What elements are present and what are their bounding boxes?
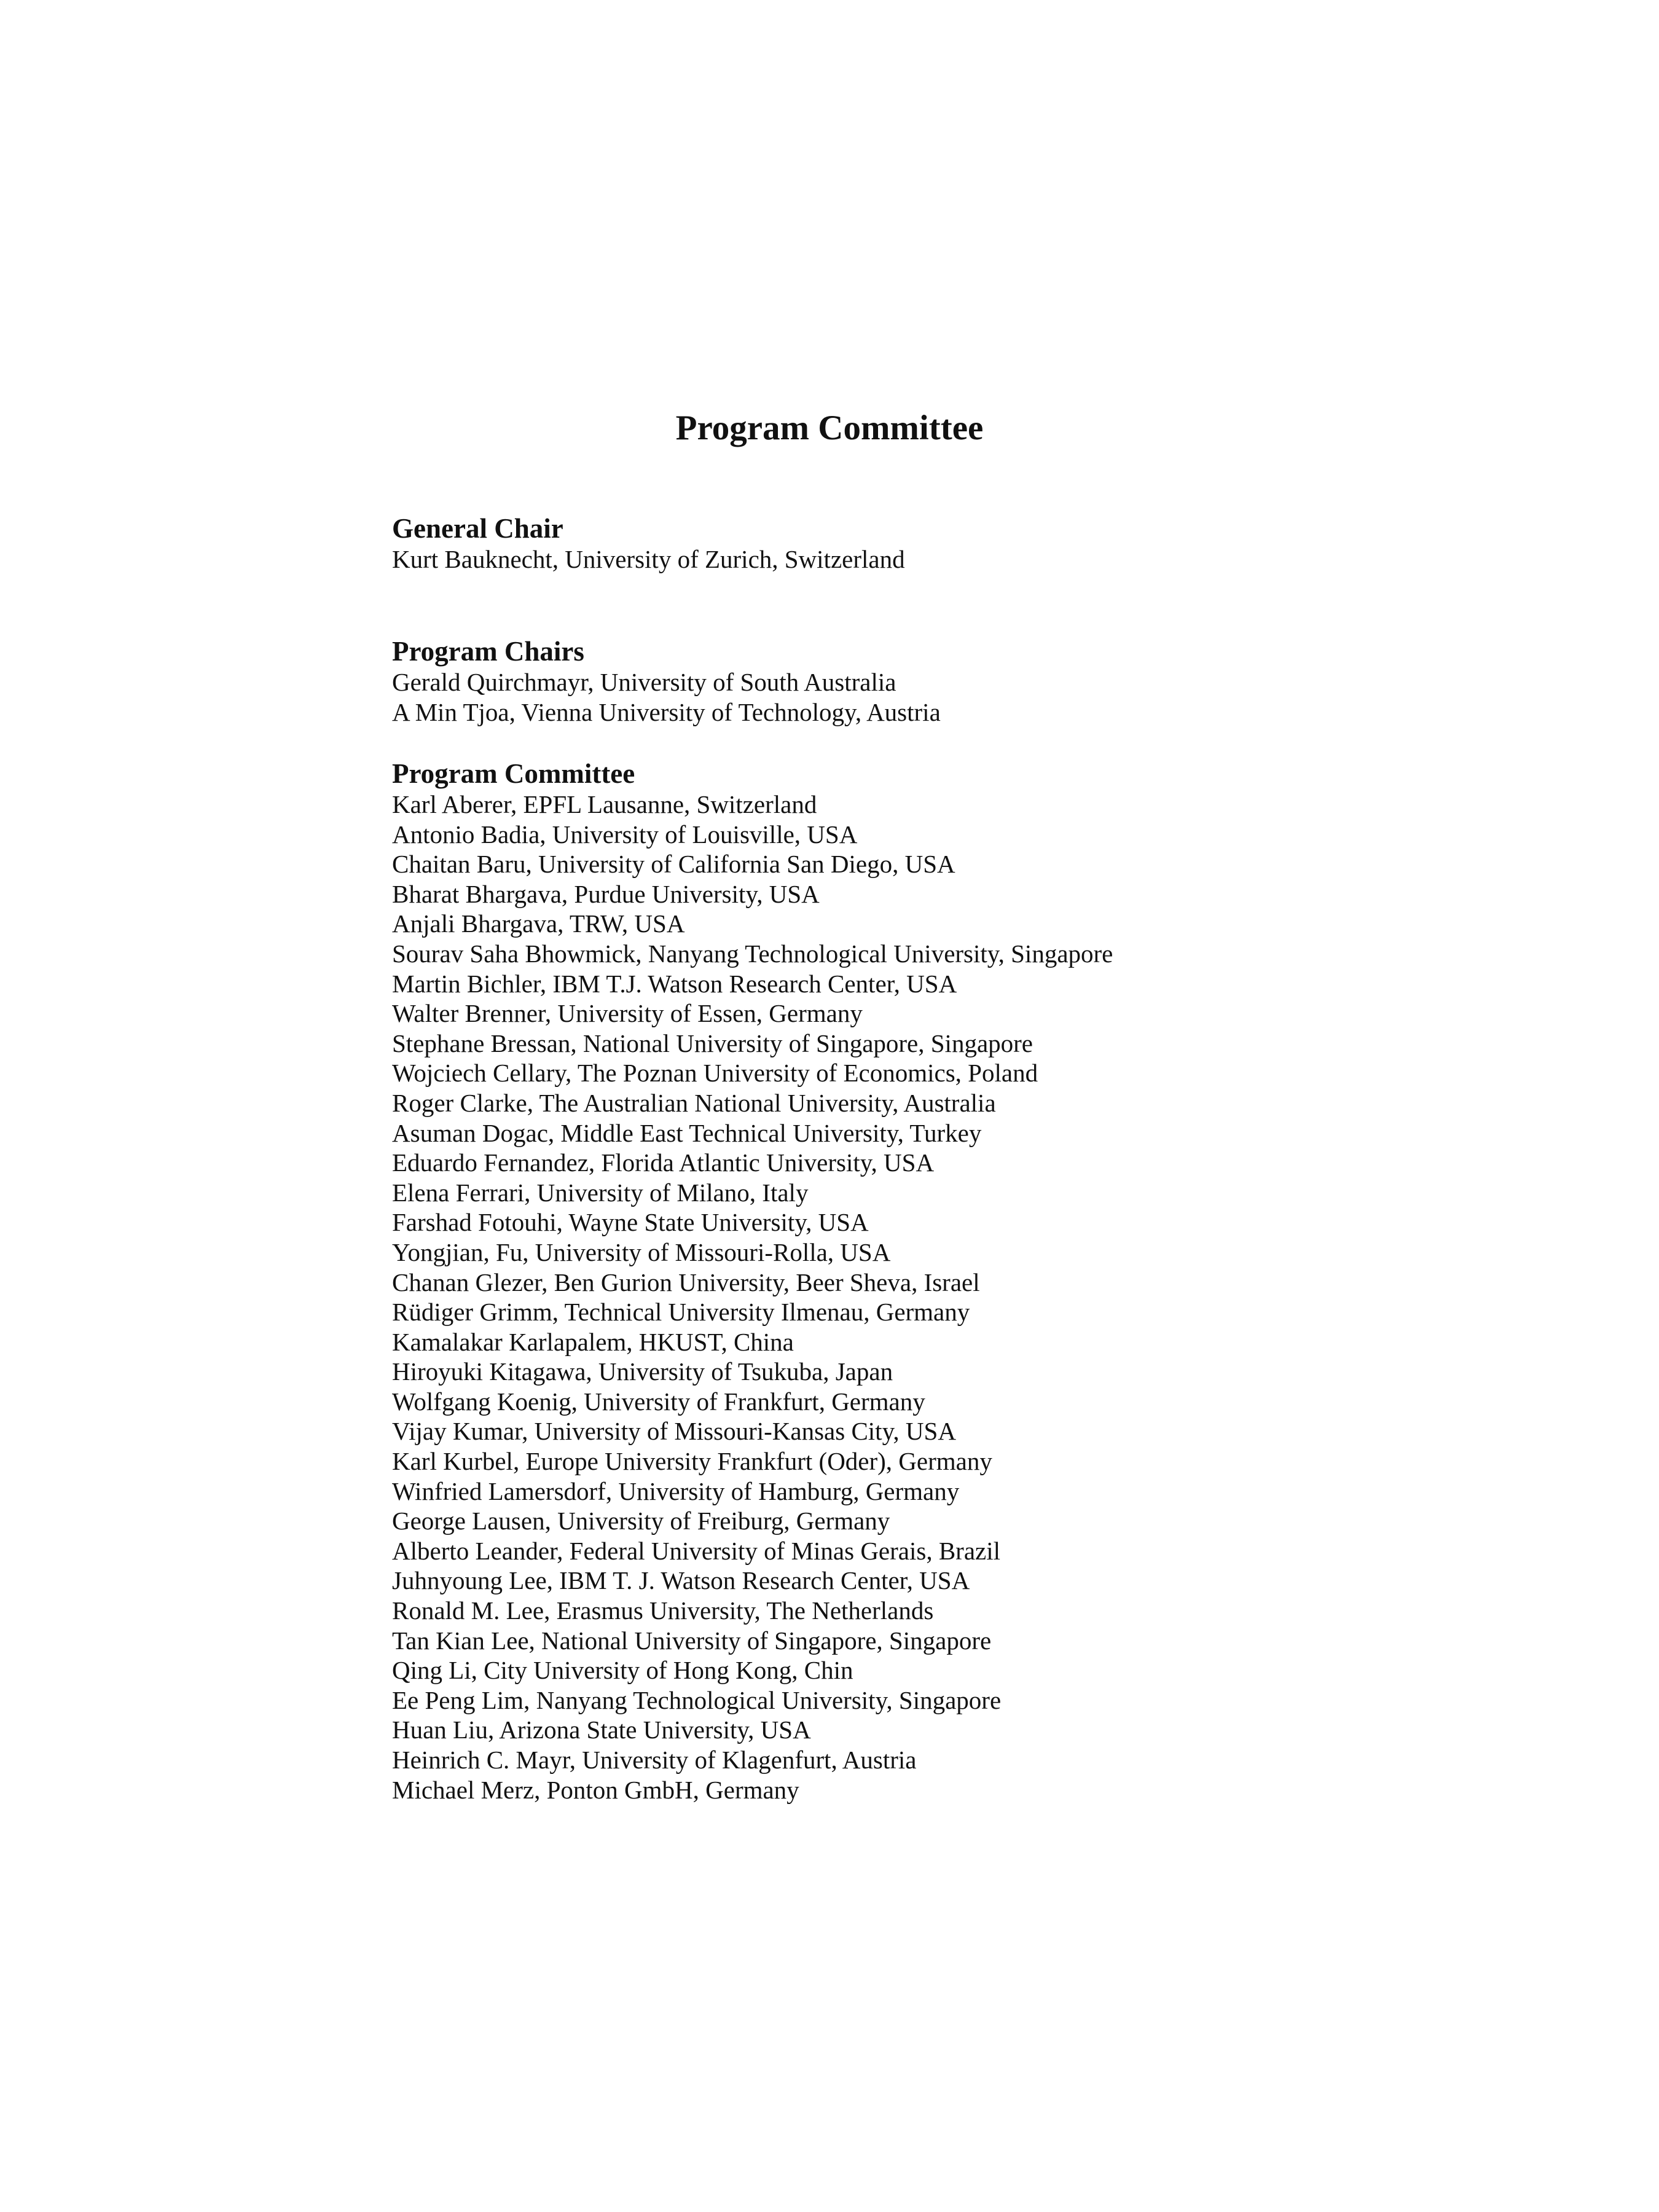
committee-member: Rüdiger Grimm, Technical University Ilmenau, Germany — [392, 1298, 970, 1327]
program-chair-entry: Gerald Quirchmayr, University of South Australia — [392, 668, 896, 696]
committee-member: Tan Kian Lee, National University of Singapore, Singapore — [392, 1626, 992, 1655]
committee-member: Roger Clarke, The Australian National University, Australia — [392, 1088, 996, 1117]
page-title: Program Committee — [675, 409, 984, 447]
committee-member: Qing Li, City University of Hong Kong, Chin — [392, 1656, 853, 1685]
committee-member: Stephane Bressan, National University of Singapore, Singapore — [392, 1029, 1033, 1057]
committee-member: Ee Peng Lim, Nanyang Technological University, Singapore — [392, 1685, 1002, 1714]
committee-member: Anjali Bhargava, TRW, USA — [392, 909, 685, 938]
committee-member: Wolfgang Koenig, University of Frankfurt, Germany — [392, 1387, 925, 1416]
program-committee-section — [392, 758, 1559, 1805]
committee-member: Asuman Dogac, Middle East Technical University, Turkey — [392, 1118, 982, 1147]
committee-member: Martin Bichler, IBM T.J. Watson Research Center, USA — [392, 969, 957, 998]
committee-member: Chaitan Baru, University of California San Diego, USA — [392, 850, 955, 879]
committee-member: Sourav Saha Bhowmick, Nanyang Technological University, Singapore — [392, 939, 1113, 968]
program-chairs-section — [392, 635, 1559, 727]
program-committee-list — [392, 790, 1559, 1805]
committee-member: Wojciech Cellary, The Poznan University of Economics, Poland — [392, 1059, 1038, 1088]
committee-member: Antonio Badia, University of Louisville, USA — [392, 820, 858, 849]
committee-member: George Lausen, University of Freiburg, Germany — [392, 1507, 890, 1535]
committee-member: Winfried Lamersdorf, University of Hamburg, Germany — [392, 1477, 960, 1505]
committee-member: Yongjian, Fu, University of Missouri-Rolla, USA — [392, 1237, 891, 1266]
committee-member: Alberto Leander, Federal University of Minas Gerais, Brazil — [392, 1536, 1001, 1565]
committee-member: Juhnyoung Lee, IBM T. J. Watson Research Center, USA — [392, 1566, 970, 1595]
committee-member: Bharat Bhargava, Purdue University, USA — [392, 879, 820, 908]
committee-member: Michael Merz, Ponton GmbH, Germany — [392, 1775, 799, 1804]
program-chairs-list — [392, 667, 1559, 727]
committee-member: Chanan Glezer, Ben Gurion University, Beer Sheva, Israel — [392, 1268, 980, 1296]
committee-member: Eduardo Fernandez, Florida Atlantic University, USA — [392, 1148, 935, 1177]
committee-member: Walter Brenner, University of Essen, Germany — [392, 999, 863, 1028]
program-chairs-heading: Program Chairs — [392, 636, 584, 667]
committee-member: Hiroyuki Kitagawa, University of Tsukuba, Japan — [392, 1357, 893, 1386]
general-chair-list — [392, 544, 1559, 575]
program-committee-heading: Program Committee — [392, 758, 635, 789]
general-chair-entry: Kurt Bauknecht, University of Zurich, Switzerland — [392, 545, 905, 573]
committee-member: Karl Kurbel, Europe University Frankfurt (Oder), Germany — [392, 1447, 992, 1476]
general-chair-heading: General Chair — [392, 513, 563, 544]
committee-member: Huan Liu, Arizona State University, USA — [392, 1716, 811, 1744]
committee-member: Karl Aberer, EPFL Lausanne, Switzerland — [392, 790, 817, 818]
general-chair-section — [392, 512, 1559, 575]
committee-member: Vijay Kumar, University of Missouri-Kansas City, USA — [392, 1417, 956, 1446]
committee-member: Farshad Fotouhi, Wayne State University, USA — [392, 1208, 869, 1237]
committee-member: Heinrich C. Mayr, University of Klagenfurt, Austria — [392, 1746, 917, 1774]
committee-member: Elena Ferrari, University of Milano, Italy — [392, 1178, 809, 1207]
committee-member: Kamalakar Karlapalem, HKUST, China — [392, 1327, 794, 1356]
committee-member: Ronald M. Lee, Erasmus University, The Netherlands — [392, 1596, 934, 1625]
program-chair-entry: A Min Tjoa, Vienna University of Technology, Austria — [392, 697, 941, 726]
